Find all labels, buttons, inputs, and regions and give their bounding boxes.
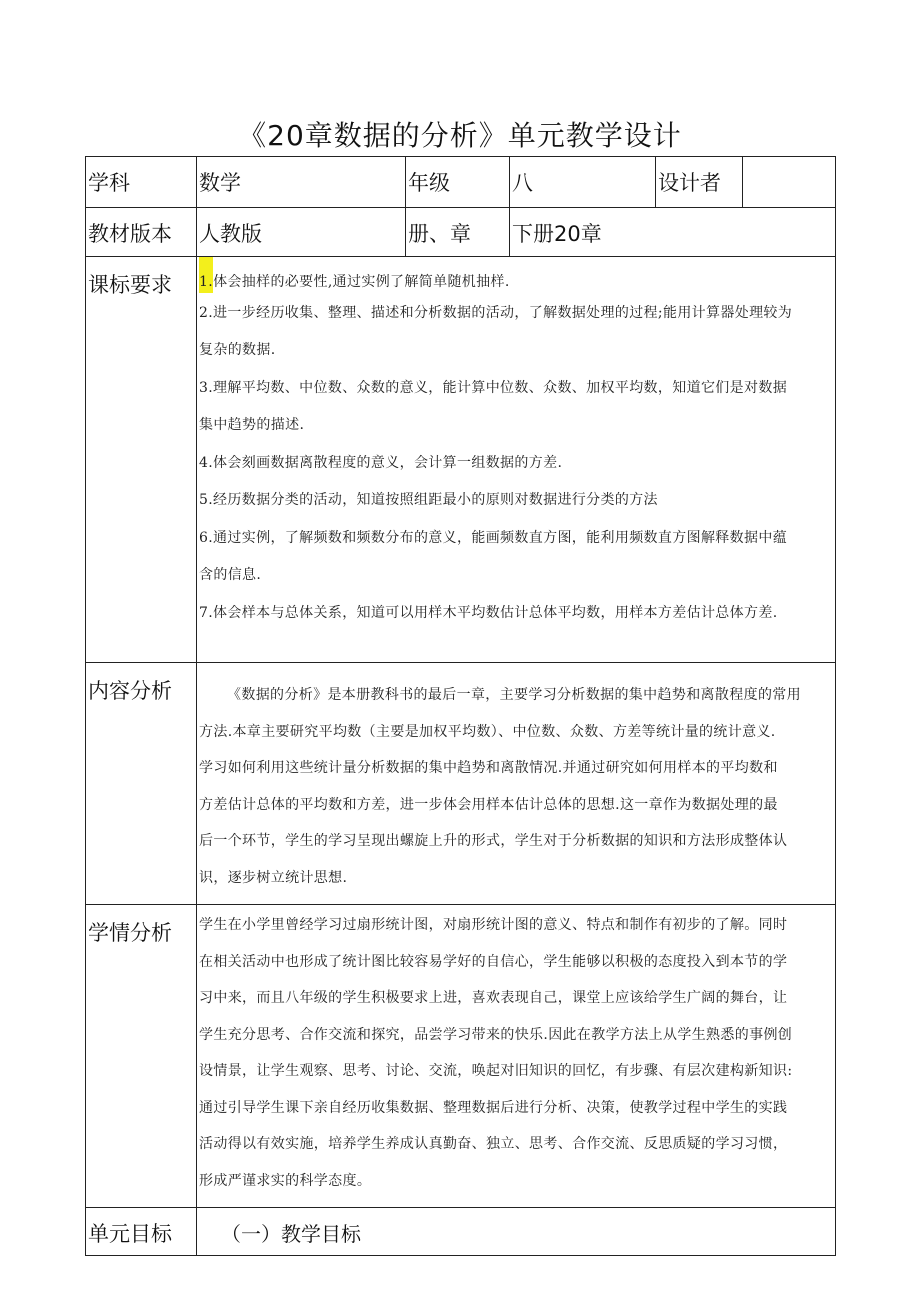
standards-line: 4.体会刻画数据离散程度的意义，会计算一组数据的方差. <box>199 454 563 471</box>
standards-line: 含的信息. <box>199 567 262 583</box>
content-line: 识，逐步树立统计思想. <box>199 869 348 886</box>
edition-label: 教材版本 <box>86 208 197 257</box>
standards-line: 集中趋势的描述. <box>199 417 305 433</box>
content-line: 学习如何利用这些统计量分析数据的集中趋势和离散情况.并通过研究如何用样本的平均数和 <box>199 760 778 776</box>
standards-row <box>86 257 836 663</box>
content-line: 后一个环节，学生的学习呈现出螺旋上升的形式，学生对于分析数据的知识和方法形成整体认 <box>199 833 788 849</box>
designer-value <box>743 157 836 208</box>
content-line: 《数据的分析》是本册教科书的最后一章，主要学习分析数据的集中趋势和离散程度的常用 <box>227 687 801 703</box>
student-line: 学生在小学里曾经学习过扇形统计图，对扇形统计图的意义、特点和制作有初步的了解。同时 <box>199 917 788 933</box>
student-line: 习中来，而且八年级的学生积极要求上进，喜欢表现自己，课堂上应该给学生广阔的舞台，让 <box>199 990 788 1006</box>
subject-label: 学科 <box>86 157 197 208</box>
document-title: 《20章数据的分析》单元教学设计 <box>238 119 682 152</box>
standards-line: 7.体会样本与总体关系，知道可以用样木平均数估计总体平均数，用样本方差估计总体方差. <box>199 604 778 621</box>
standards-content <box>197 257 836 663</box>
lesson-plan-table <box>85 156 836 1256</box>
unit-goals-label: 单元目标 <box>86 1208 197 1256</box>
standards-line: 3.理解平均数、中位数、众数的意义，能计算中位数、众数、加权平均数，知道它们是对数据 <box>199 379 788 396</box>
content-line: 方法.本章主要研究平均数（主要是加权平均数）、中位数、众数、方差等统计量的统计意义. <box>199 723 776 740</box>
standards-line: 6.通过实例，了解频数和频数分布的意义，能画频数直方图，能利用频数直方图解释数据中蕴 <box>199 529 788 546</box>
standards-line: 2.进一步经历收集、整理、描述和分析数据的活动，了解数据处理的过程;能用计算器处理较为 <box>199 304 793 321</box>
content-line: 方差估计总体的平均数和方差，进一步体会用样本估计总体的思想.这一章作为数据处理的最 <box>199 796 778 813</box>
content-analysis-row <box>86 663 836 905</box>
designer-label: 设计者 <box>656 157 743 208</box>
student-analysis-text <box>197 905 836 1208</box>
edition-value: 人教版 <box>197 208 406 257</box>
student-line: 学生充分思考、合作交流和探究，品尝学习带来的快乐.因此在教学方法上从学生熟悉的事例创 <box>199 1026 793 1043</box>
teaching-goals-heading: （一）教学目标 <box>197 1208 836 1256</box>
student-analysis-row <box>86 905 836 1208</box>
content-analysis-label: 内容分析 <box>86 663 197 905</box>
highlight-mark: 1. <box>199 257 213 293</box>
standards-line-1: 1.体会抽样的必要性,通过实例了解简单随机抽样. <box>199 257 835 295</box>
grade-value: 八 <box>510 157 656 208</box>
volume-label: 册、章 <box>406 208 510 257</box>
standards-label: 课标要求 <box>86 257 197 663</box>
standards-line: 5.经历数据分类的活动，知道按照组距最小的原则对数据进行分类的方法 <box>199 492 658 508</box>
volume-value: 下册20章 <box>510 208 836 257</box>
unit-goals-row <box>86 1208 836 1256</box>
student-analysis-label: 学情分析 <box>86 905 197 1208</box>
header-row-subject <box>86 157 836 208</box>
student-line: 在相关活动中也形成了统计图比较容易学好的自信心，学生能够以积极的态度投入到本节的学 <box>199 953 788 970</box>
student-line: 活动得以有效实施，培养学生养成认真勤奋、独立、思考、合作交流、反思质疑的学习习惯， <box>199 1136 788 1152</box>
header-row-edition <box>86 208 836 257</box>
standards-line: 复杂的数据. <box>199 342 276 358</box>
student-line: 设情景，让学生观察、思考、讨论、交流，唤起对旧知识的回忆，有步骤、有层次建构新知识: <box>199 1063 793 1079</box>
grade-label: 年级 <box>406 157 510 208</box>
subject-value: 数学 <box>197 157 406 208</box>
content-analysis-text <box>197 663 836 905</box>
student-line: 通过引导学生课下亲自经历收集数据、整理数据后进行分析、决策，使教学过程中学生的实践 <box>199 1099 788 1116</box>
student-line: 形成严谨求实的科学态度。 <box>199 1172 372 1189</box>
